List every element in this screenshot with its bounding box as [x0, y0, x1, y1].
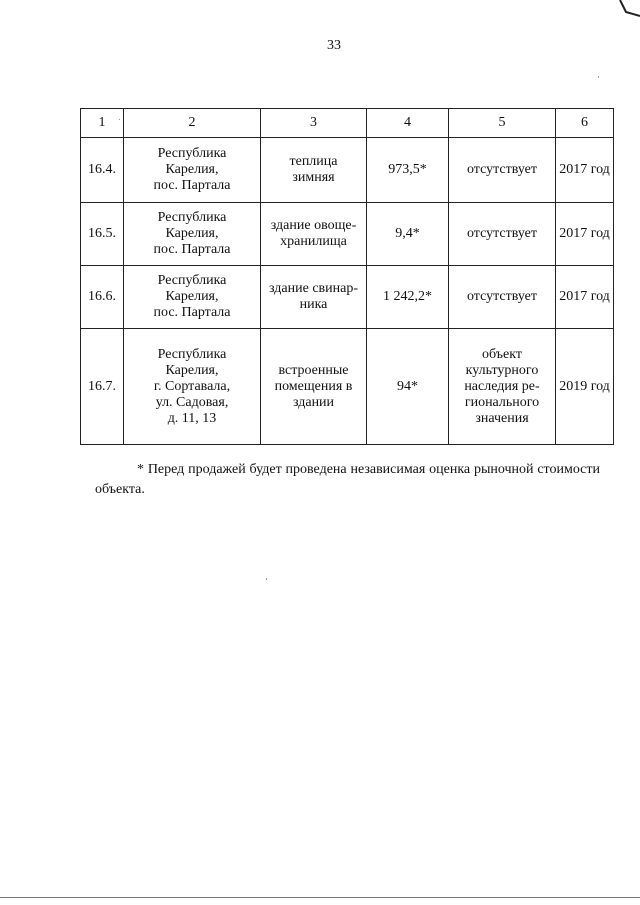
year-cell: 2017 год: [556, 266, 614, 329]
location-line: пос. Партала: [153, 305, 231, 320]
encumbrance-line: значения: [475, 410, 529, 426]
year-cell: 2017 год: [556, 203, 614, 266]
location-cell: [124, 266, 261, 329]
location-line: Карелия,: [165, 289, 219, 304]
table-row: [81, 329, 614, 445]
table-row: [81, 266, 614, 329]
scan-speck: [598, 76, 599, 78]
location-line: Карелия,: [165, 226, 219, 241]
header-cell: 6: [556, 109, 614, 138]
location-line: Карелия,: [165, 362, 219, 378]
row-number: 16.5.: [81, 203, 124, 266]
location-line: Республика: [157, 273, 227, 288]
header-cell: 5: [449, 109, 556, 138]
scan-corner-mark: [616, 0, 640, 22]
table-header-row: [81, 109, 614, 138]
area-cell: 1 242,2*: [367, 266, 449, 329]
scan-speck: [266, 578, 267, 580]
location-line: пос. Партала: [153, 242, 231, 257]
table-row: [81, 203, 614, 266]
encumbrance-line: отсутствует: [466, 162, 538, 177]
location-cell: [124, 138, 261, 203]
location-line: Республика: [157, 210, 227, 225]
area-cell: 9,4*: [367, 203, 449, 266]
object-line: теплица: [289, 154, 338, 169]
object-cell: [261, 329, 367, 445]
location-line: Карелия,: [165, 162, 219, 177]
location-line: г. Сортавала,: [153, 378, 231, 394]
location-line: Республика: [157, 146, 227, 161]
page-number: 33: [327, 38, 341, 53]
year-cell: 2019 год: [556, 329, 614, 445]
location-line: Республика: [157, 346, 227, 362]
object-line: здании: [292, 394, 335, 410]
scan-edge-line: [0, 897, 640, 898]
location-cell: [124, 203, 261, 266]
location-line: пос. Партала: [153, 178, 231, 193]
location-cell: [124, 329, 261, 445]
encumbrance-line: культурного: [465, 362, 539, 378]
object-cell: [261, 266, 367, 329]
location-line: д. 11, 13: [167, 410, 217, 426]
header-cell: 3: [261, 109, 367, 138]
encumbrance-line: отсутствует: [466, 226, 538, 241]
header-cell: 1: [81, 109, 124, 138]
encumbrance-line: наследия ре-: [464, 378, 540, 394]
object-line: здание овоще-: [270, 218, 357, 233]
encumbrance-cell: [449, 203, 556, 266]
table-row: [81, 138, 614, 203]
header-cell: 4: [367, 109, 449, 138]
encumbrance-cell: [449, 329, 556, 445]
objects-table: [80, 108, 614, 445]
object-cell: [261, 138, 367, 203]
encumbrance-line: объект: [482, 346, 522, 362]
encumbrance-cell: [449, 266, 556, 329]
object-line: помещения в: [274, 378, 353, 394]
area-cell: 973,5*: [367, 138, 449, 203]
object-line: ника: [299, 297, 328, 312]
encumbrance-line: гионального: [464, 394, 540, 410]
row-number: 16.4.: [81, 138, 124, 203]
object-line: хранилища: [280, 234, 347, 249]
location-line: ул. Садовая,: [155, 394, 229, 410]
year-cell: 2017 год: [556, 138, 614, 203]
object-line: встроенные: [278, 362, 349, 378]
scan-speck: [119, 119, 120, 120]
object-cell: [261, 203, 367, 266]
encumbrance-cell: [449, 138, 556, 203]
object-line: зимняя: [292, 170, 335, 185]
area-cell: 94*: [367, 329, 449, 445]
header-cell: 2: [124, 109, 261, 138]
encumbrance-line: отсутствует: [466, 289, 538, 304]
footnote: * Перед продажей будет проведена независимая оценка рыночной стоимости объекта.: [95, 462, 600, 497]
object-line: здание свинар-: [269, 281, 358, 296]
row-number: 16.6.: [81, 266, 124, 329]
row-number: 16.7.: [81, 329, 124, 445]
